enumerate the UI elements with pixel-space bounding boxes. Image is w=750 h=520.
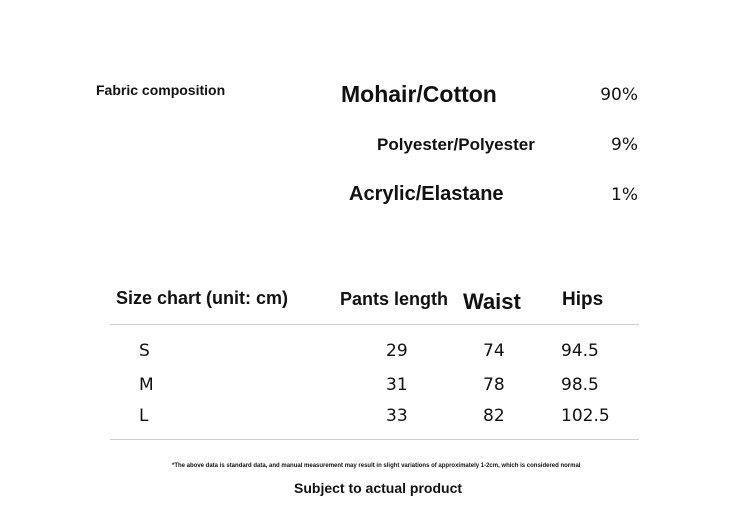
material-percent: 1% (611, 185, 638, 205)
material-name: Mohair/Cotton (341, 81, 497, 107)
material-name: Polyester/Polyester (377, 135, 535, 154)
pants-length-cell: 31 (386, 375, 408, 395)
measurement-note: *The above data is standard data, and manual measurement may result in slight variations of approximately 1-2cm, which is considered normal (172, 463, 581, 469)
size-cell: S (139, 341, 150, 361)
hips-cell: 102.5 (561, 406, 610, 426)
subject-to-product-note: Subject to actual product (294, 480, 463, 496)
pants-length-cell: 29 (386, 341, 408, 361)
column-header-hips: Hips (562, 289, 604, 310)
material-name: Acrylic/Elastane (349, 183, 504, 205)
waist-cell: 78 (483, 375, 505, 395)
hips-cell: 94.5 (561, 341, 599, 361)
waist-cell: 74 (483, 341, 505, 361)
size-cell: M (139, 375, 154, 395)
column-header-waist: Waist (463, 289, 521, 314)
table-top-divider (110, 324, 639, 325)
size-cell: L (139, 406, 149, 426)
waist-cell: 82 (483, 406, 505, 426)
hips-cell: 98.5 (561, 375, 599, 395)
column-header-pants-length: Pants length (340, 289, 449, 309)
fabric-composition-label: Fabric composition (96, 82, 226, 98)
size-chart-title: Size chart (unit: cm) (116, 288, 289, 308)
material-percent: 90% (600, 85, 638, 105)
pants-length-cell: 33 (386, 406, 408, 426)
table-bottom-divider (110, 439, 639, 440)
material-percent: 9% (611, 135, 638, 155)
